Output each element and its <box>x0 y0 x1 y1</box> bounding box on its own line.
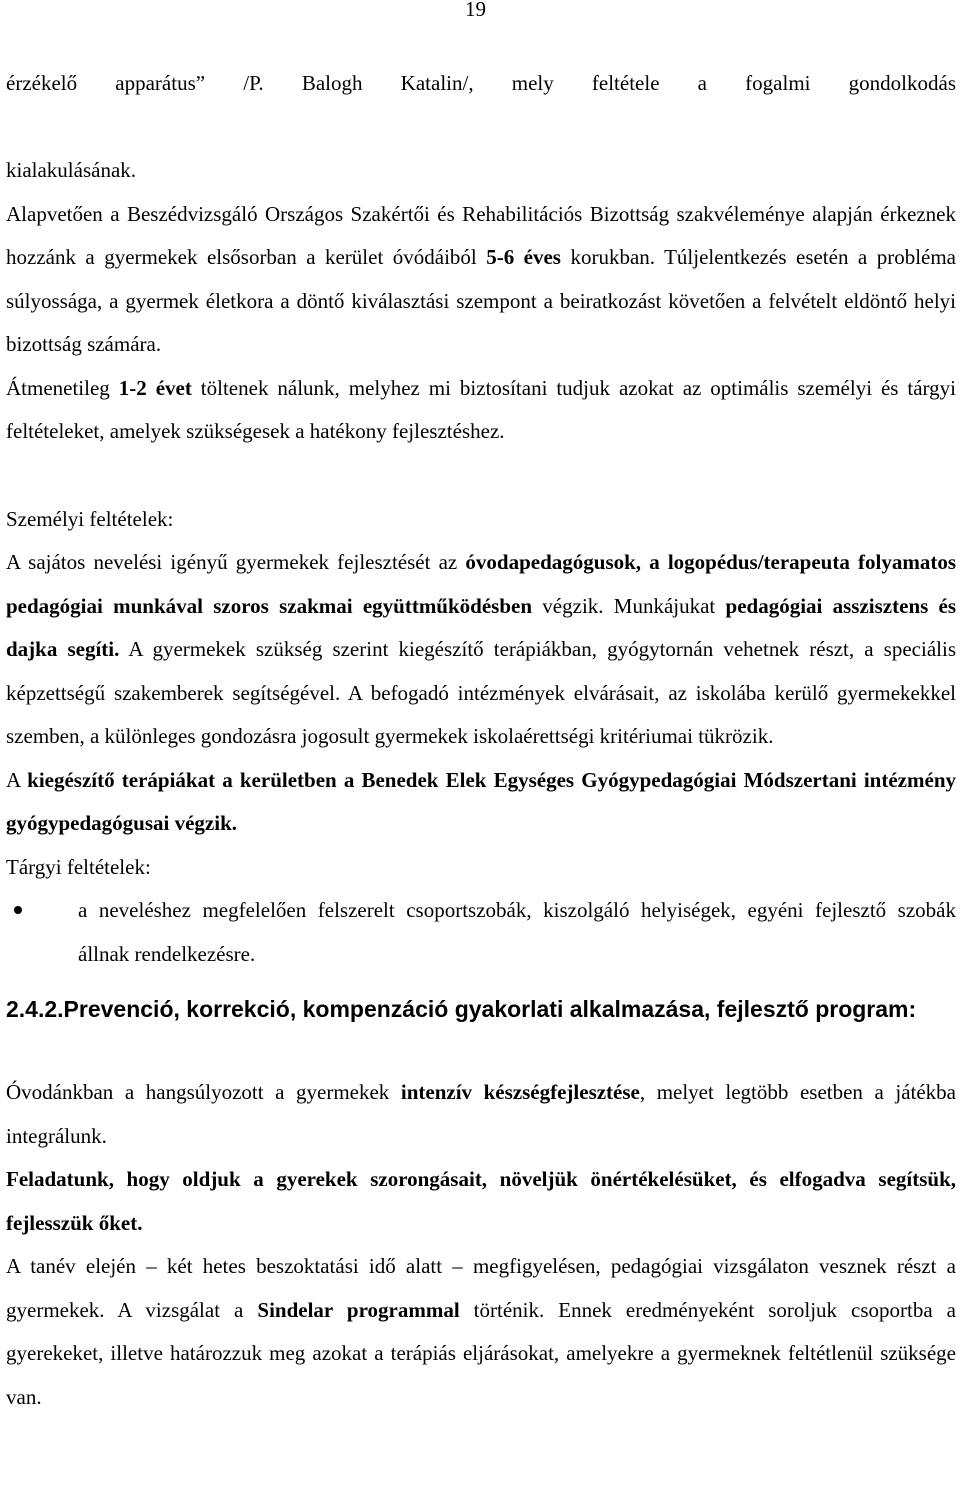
paragraph-personal-conditions: A sajátos nevelési igényű gyermekek fejlesztését az óvodapedagógusok, a logopédus/terapeuta folyamatos pedagógiai munkával szoros szakmai együttműködésben végzik. Munkájukat pedagógiai asszisztens és dajka segíti. A gyermekek szükség szerint kiegészítő terápiákban, gyógytornán vehetnek részt, a speciális képzettségű szakemberek segítségével. A befogadó intézmények elvárásait, az iskolába kerülő gyermekekkel szemben, a különleges gondozásra jogosult gyermekek iskolaérettségi kritériumai tükrözik. <box>6 550 957 748</box>
bullet-dot-icon <box>6 889 78 976</box>
paragraph-intro-line1: érzékelő apparátus” /P. Balogh Katalin/, mely feltétele a fogalmi gondolkodás <box>6 71 956 95</box>
document-body <box>6 62 956 1419</box>
paragraph-tasks: Feladatunk, hogy oldjuk a gyerekek szorongásait, növeljük önértékelésüket, és elfogadva segítsük, fejlesszük őket. <box>6 1167 956 1235</box>
paragraph-skill-development: Óvodánkban a hangsúlyozott a gyermekek intenzív készségfejlesztése, melyet legtöbb esetben a játékba integrálunk. <box>6 1080 957 1148</box>
paragraph-duration: Átmenetileg 1-2 évet töltenek nálunk, melyhez mi biztosítani tudjuk azokat az optimális személyi és tárgyi feltételeket, amelyek szükségesek a hatékony fejlesztéshez. <box>6 375 957 443</box>
paragraph-assessment: A tanév elején – két hetes beszoktatási idő alatt – megfigyelésen, pedagógiai vizsgálaton vesznek részt a gyermekek. A vizsgálat a Sindelar programmal történik. Ennek eredményeként soroljuk csoportba a gyerekeket, illetve határozzuk meg azokat a terápiás eljárásokat, amelyekre a gyermeknek feltétlenül szüksége van. <box>6 1254 957 1409</box>
bullet-text: a neveléshez megfelelően felszerelt csoportszobák, kiszolgáló helyiségek, egyéni fejlesztő szobák állnak rendelkezésre. <box>78 898 956 966</box>
heading-material-conditions: Tárgyi feltételek: <box>6 854 151 879</box>
section-heading: 2.4.2.Prevenció, korrekció, kompenzáció gyakorlati alkalmazása, fejlesztő program: <box>6 996 917 1022</box>
bullet-item <box>6 889 956 976</box>
heading-personal-conditions: Személyi feltételek: <box>6 506 174 531</box>
paragraph-admission: Alapvetően a Beszédvizsgáló Országos Szakértői és Rehabilitációs Bizottság szakvéleménye alapján érkeznek hozzánk a gyermekek elsősorban a kerület óvódáiból 5-6 éves korukban. Túljelentkezés esetén a probléma súlyossága, a gyermek életkora a döntő kiválasztási szempont a beiratkozást követően a felvételt eldöntő helyi bizottság számára. <box>6 201 957 356</box>
paragraph-therapies: A kiegészítő terápiákat a kerületben a Benedek Elek Egységes Gyógypedagógiai Módszertani intézmény gyógypedagógusai végzik. <box>6 767 956 835</box>
paragraph-intro-line2: kialakulásának. <box>6 158 137 182</box>
page-number: 19 <box>465 0 486 21</box>
